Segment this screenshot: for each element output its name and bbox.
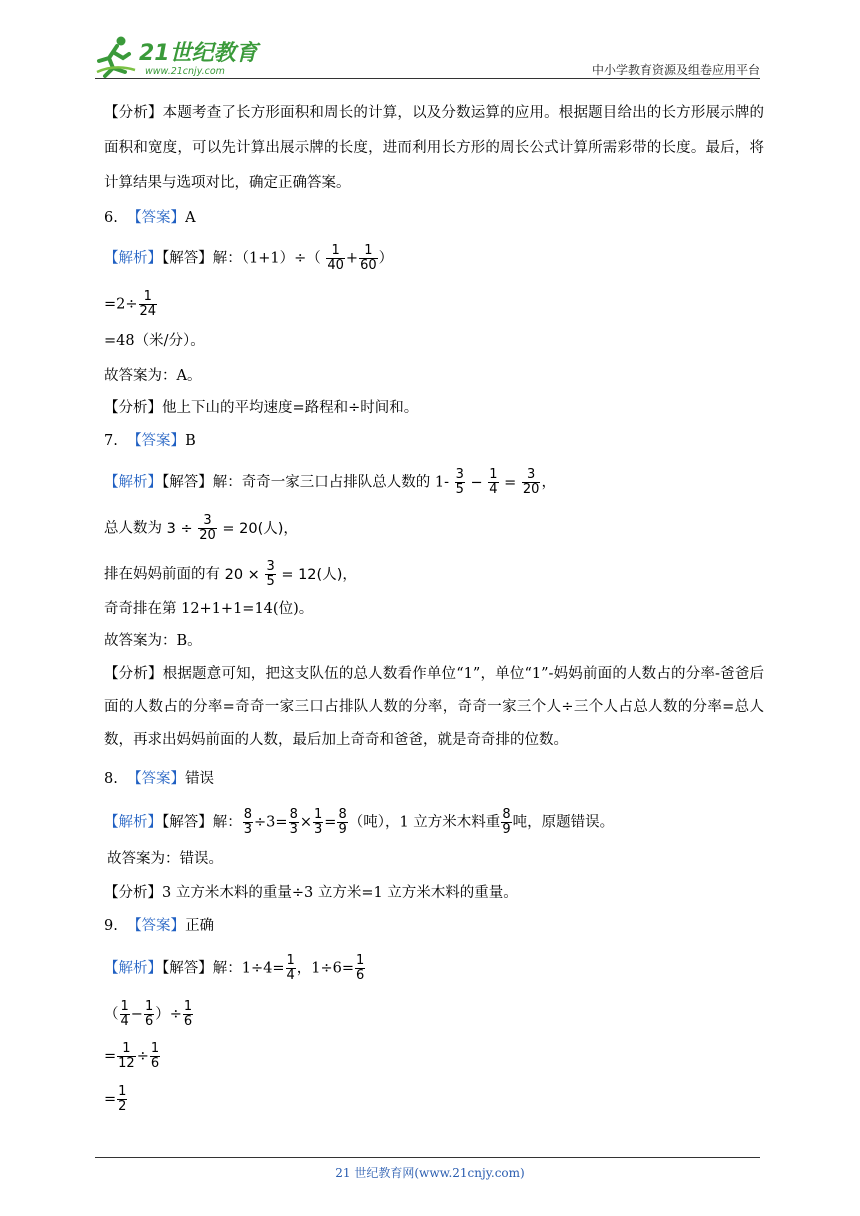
q7-answer: 7. 【答案】B xyxy=(104,433,196,449)
svg-text:21世纪教育: 21世纪教育 xyxy=(139,41,258,66)
q8-solution-line1: 【解析】【解答】解： $\frac{8}{3}$ ÷3= $\frac{8}{3}$ × $\frac{1}{3}$ = $\frac{8}{9}$ （吨），1 立方米木料重 $\frac{8}{9}$ 吨，原题错误。 xyxy=(104,807,615,837)
analysis-q5: 【分析】本题考查了长方形面积和周长的计算，以及分数运算的应用。根据题目给出的长方形展示牌的面积和宽度，可以先计算出展示牌的长度，进而利用长方形的周长公式计算所需彩带的长度。最后，将计算结果与选项对比，确定正确答案。 xyxy=(104,105,764,191)
q6-solution-line3: =48（米/分）。 xyxy=(104,333,205,349)
q8-answer: 8. 【答案】错误 xyxy=(104,771,215,787)
q7-solution-line1: 【解析】【解答】解：奇奇一家三口占排队总人数的 1- $\frac{3}{5}$ − $\frac{1}{4}$ = $\frac{3}{20}$ ， xyxy=(104,467,556,497)
platform-label: 中小学教育资源及组卷应用平台 xyxy=(591,63,760,77)
page-header xyxy=(95,30,760,80)
q9-solution-line1: 【解析】【解答】解：1÷4= $\frac{1}{4}$ ，1÷6= $\frac{1}{6}$ xyxy=(104,953,365,983)
q7-solution-line3: 排在妈妈前面的有 20 × $\frac{3}{5}$ = 12(人)， xyxy=(104,559,357,589)
q7-analysis: 【分析】根据题意可知，把这支队伍的总人数看作单位“1”，单位“1”-妈妈前面的人数占的分率-爸爸后面的人数占的分率=奇奇一家三口占排队人数的分率，奇奇一家三个人÷三个人占总人数的分率=总人数，再求出妈妈前面的人数，最后加上奇奇和爸爸，就是奇奇排的位数。 xyxy=(104,666,764,748)
site-logo xyxy=(95,34,265,78)
q9-solution-line4: = $\frac{1}{2}$ xyxy=(104,1084,127,1114)
q6-answer: 6. 【答案】A xyxy=(104,210,196,226)
q8-conclusion: 故答案为：错误。 xyxy=(107,851,223,867)
q6-solution-line1: 【解析】【解答】解：（1+1）÷（ $\frac{1}{40}$ + $\frac{1}{60}$ ） xyxy=(104,243,394,273)
q9-answer: 9. 【答案】正确 xyxy=(104,918,215,934)
q6-analysis: 【分析】他上下山的平均速度=路程和÷时间和。 xyxy=(104,400,419,416)
q6-conclusion: 故答案为：A。 xyxy=(104,368,202,384)
q7-conclusion: 故答案为：B。 xyxy=(104,633,202,649)
q7-solution-line4: 奇奇排在第 12+1+1=14(位)。 xyxy=(104,601,314,617)
q6-solution-line2: =2÷ $\frac{1}{24}$ xyxy=(104,289,157,319)
q9-solution-line2: （ $\frac{1}{4}$ − $\frac{1}{6}$ ）÷ $\frac{1}{6}$ xyxy=(104,999,193,1029)
footer-link[interactable]: 21 世纪教育网(www.21cnjy.com) xyxy=(335,1166,525,1180)
svg-text:www.21cnjy.com: www.21cnjy.com xyxy=(145,66,225,77)
header-divider xyxy=(95,78,760,79)
q9-solution-line3: = $\frac{1}{12}$ ÷ $\frac{1}{6}$ xyxy=(104,1041,160,1071)
q8-analysis: 【分析】3 立方米木料的重量÷3 立方米=1 立方米木料的重量。 xyxy=(104,885,518,901)
footer-divider xyxy=(95,1157,760,1158)
q7-solution-line2: 总人数为 3 ÷ $\frac{3}{20}$ = 20(人)， xyxy=(104,513,298,543)
